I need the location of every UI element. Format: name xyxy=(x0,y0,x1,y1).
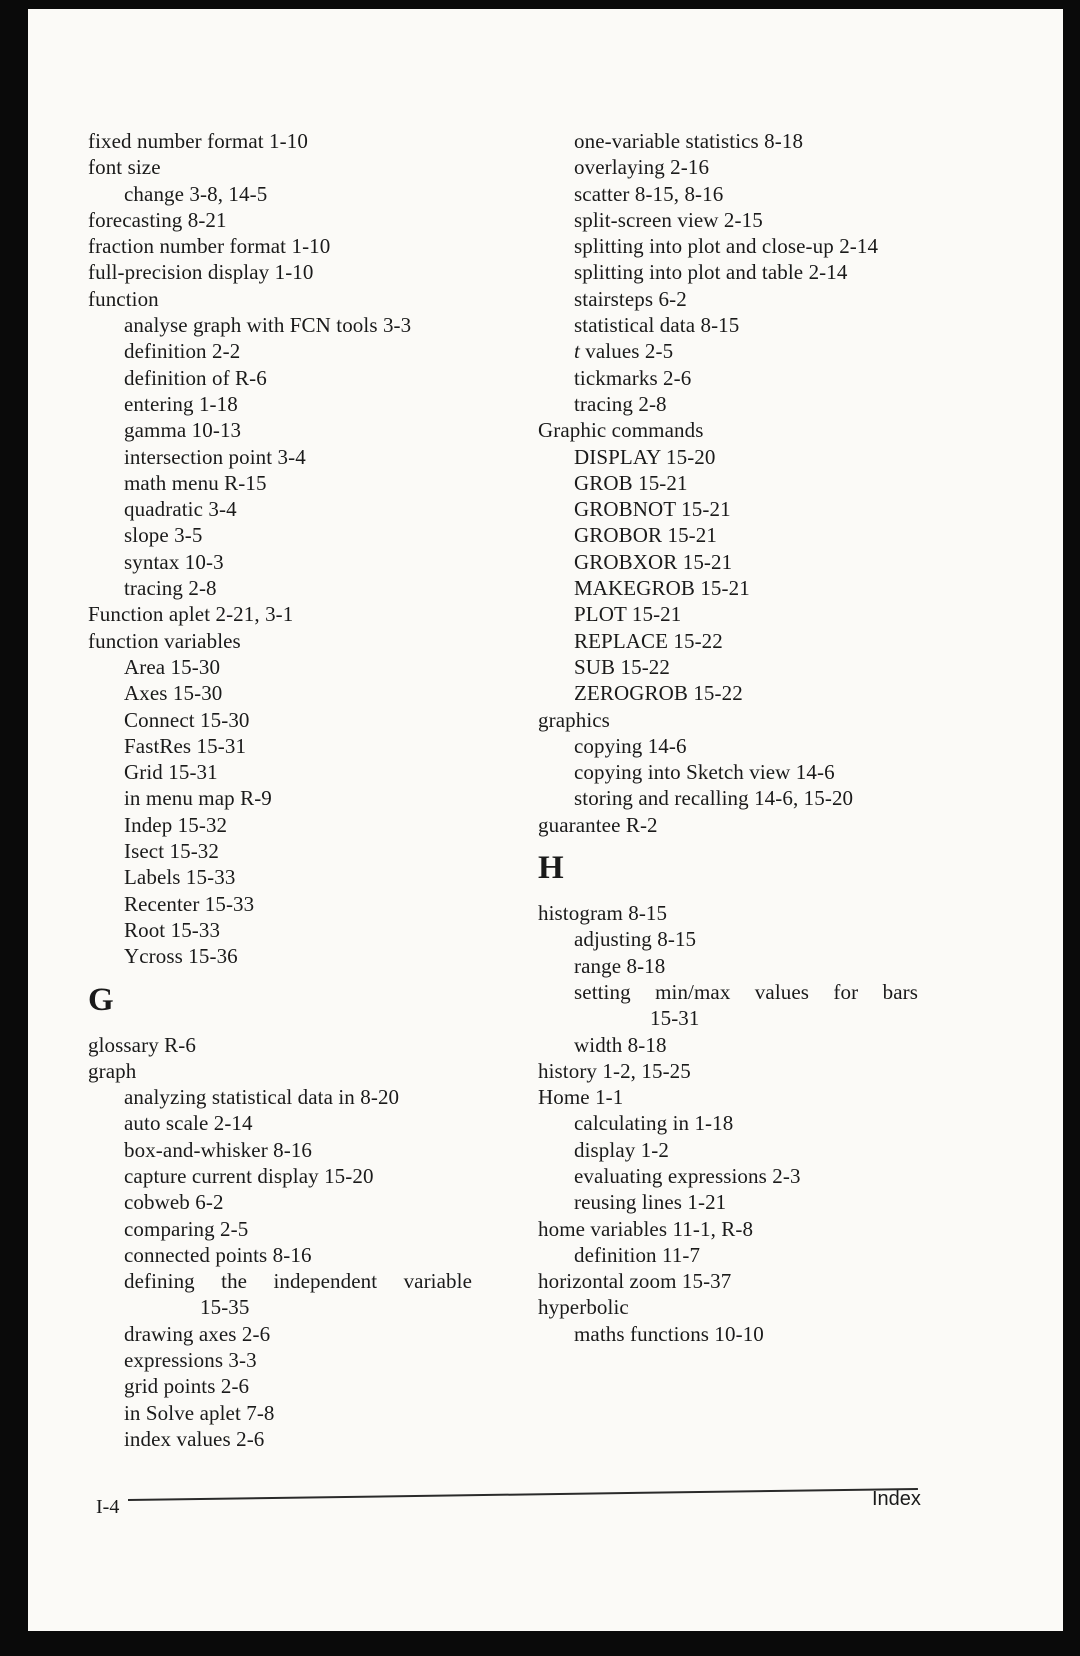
index-entry: definition of R-6 xyxy=(124,365,267,390)
index-entry: home variables 11-1, R-8 xyxy=(538,1216,754,1241)
index-entry: width 8-18 xyxy=(574,1032,667,1057)
footer-page-number: I-4 xyxy=(96,1496,120,1518)
index-entry: Grid 15-31 xyxy=(124,760,218,785)
index-entry: forecasting 8-21 xyxy=(88,207,227,232)
index-entry: capture current display 15-20 xyxy=(124,1163,374,1188)
index-entry: tracing 2-8 xyxy=(124,576,217,601)
index-entry: calculating in 1-18 xyxy=(574,1111,734,1136)
index-entry: graphics xyxy=(538,707,610,732)
index-entry: auto scale 2-14 xyxy=(124,1111,253,1136)
index-entry: history 1-2, 15-25 xyxy=(538,1058,691,1083)
index-entry: split-screen view 2-15 xyxy=(574,207,763,232)
index-entry: histogram 8-15 xyxy=(538,901,668,926)
index-entry: connected points 8-16 xyxy=(124,1242,312,1267)
italic-term: t xyxy=(574,339,580,364)
index-entry: Isect 15-32 xyxy=(124,839,219,864)
index-entry: index values 2-6 xyxy=(124,1426,265,1451)
index-entry: grid points 2-6 xyxy=(124,1374,250,1399)
index-entry: Connect 15-30 xyxy=(124,707,250,732)
index-entry: Graphic commands xyxy=(538,418,704,443)
index-entry: gamma 10-13 xyxy=(124,418,242,443)
index-entry: splitting into plot and close-up 2-14 xyxy=(574,234,879,259)
index-entry: comparing 2-5 xyxy=(124,1216,249,1241)
index-entry: analyzing statistical data in 8-20 xyxy=(124,1085,400,1110)
index-entry: GROBNOT 15-21 xyxy=(574,497,731,522)
index-entry: splitting into plot and table 2-14 xyxy=(574,260,848,285)
scan-border-left xyxy=(0,0,28,1656)
index-entry: adjusting 8-15 xyxy=(574,927,697,952)
index-entry: GROB 15-21 xyxy=(574,470,688,495)
index-entry: cobweb 6-2 xyxy=(124,1190,224,1215)
index-entry: overlaying 2-16 xyxy=(574,155,710,180)
index-entry: GROBOR 15-21 xyxy=(574,523,717,548)
index-entry: graph xyxy=(88,1058,137,1083)
footer-rule xyxy=(128,1488,918,1501)
index-entry: in menu map R-9 xyxy=(124,786,272,811)
index-entry: defining the independent variable xyxy=(124,1269,472,1294)
index-entry: glossary R-6 xyxy=(88,1032,196,1057)
index-entry: Function aplet 2-21, 3-1 xyxy=(88,602,294,627)
index-entry: 15-31 xyxy=(650,1006,700,1031)
index-entry: MAKEGROB 15-21 xyxy=(574,576,750,601)
index-entry: box-and-whisker 8-16 xyxy=(124,1137,313,1162)
index-entry: drawing axes 2-6 xyxy=(124,1321,271,1346)
index-entry: PLOT 15-21 xyxy=(574,602,682,627)
index-entry: Labels 15-33 xyxy=(124,865,236,890)
index-entry: scatter 8-15, 8-16 xyxy=(574,181,724,206)
index-entry: definition 11-7 xyxy=(574,1242,701,1267)
index-entry: Indep 15-32 xyxy=(124,812,228,837)
index-entry: setting min/max values for bars xyxy=(574,979,918,1004)
index-entry: function xyxy=(88,286,159,311)
index-entry: fraction number format 1-10 xyxy=(88,234,331,259)
index-entry: GROBXOR 15-21 xyxy=(574,549,733,574)
index-entry: entering 1-18 xyxy=(124,391,238,416)
section-heading: H xyxy=(538,850,564,887)
index-entry: guarantee R-2 xyxy=(538,812,658,837)
index-entry: copying into Sketch view 14-6 xyxy=(574,760,835,785)
index-entry: ZEROGROB 15-22 xyxy=(574,681,743,706)
index-column-right xyxy=(538,128,918,1347)
index-entry: reusing lines 1-21 xyxy=(574,1190,727,1215)
index-entry: range 8-18 xyxy=(574,953,666,978)
index-entry: DISPLAY 15-20 xyxy=(574,444,716,469)
index-entry: FastRes 15-31 xyxy=(124,733,247,758)
index-entry: full-precision display 1-10 xyxy=(88,260,314,285)
index-entry: horizontal zoom 15-37 xyxy=(538,1269,732,1294)
index-entry: expressions 3-3 xyxy=(124,1348,257,1373)
index-entry: t values 2-5 xyxy=(574,339,674,364)
index-entry: Area 15-30 xyxy=(124,654,221,679)
index-entry: Recenter 15-33 xyxy=(124,891,255,916)
index-entry: change 3-8, 14-5 xyxy=(124,181,268,206)
index-entry: maths functions 10-10 xyxy=(574,1321,764,1346)
index-entry: SUB 15-22 xyxy=(574,654,670,679)
index-entry: copying 14-6 xyxy=(574,733,687,758)
index-entry: 15-35 xyxy=(200,1295,250,1320)
index-entry: hyperbolic xyxy=(538,1295,629,1320)
index-entry: in Solve aplet 7-8 xyxy=(124,1400,275,1425)
footer-section-label: Index xyxy=(872,1488,921,1510)
index-entry: definition 2-2 xyxy=(124,339,241,364)
index-entry: statistical data 8-15 xyxy=(574,313,740,338)
index-column-left xyxy=(88,128,472,1452)
index-entry: function variables xyxy=(88,628,241,653)
scan-border-top xyxy=(0,0,1080,9)
index-entry: math menu R-15 xyxy=(124,470,267,495)
index-entry: storing and recalling 14-6, 15-20 xyxy=(574,786,854,811)
index-entry: font size xyxy=(88,155,161,180)
index-entry: REPLACE 15-22 xyxy=(574,628,723,653)
index-entry: display 1-2 xyxy=(574,1137,670,1162)
index-entry: evaluating expressions 2-3 xyxy=(574,1163,801,1188)
index-entry: Axes 15-30 xyxy=(124,681,223,706)
index-entry: fixed number format 1-10 xyxy=(88,129,308,153)
index-entry: one-variable statistics 8-18 xyxy=(574,129,804,153)
index-entry: syntax 10-3 xyxy=(124,549,224,574)
index-entry: analyse graph with FCN tools 3-3 xyxy=(124,313,412,338)
index-entry: Root 15-33 xyxy=(124,917,221,942)
index-entry: Home 1-1 xyxy=(538,1085,624,1110)
index-entry: quadratic 3-4 xyxy=(124,497,237,522)
scan-border-right xyxy=(1063,0,1080,1656)
index-entry: Ycross 15-36 xyxy=(124,944,238,969)
index-entry: intersection point 3-4 xyxy=(124,444,306,469)
index-entry: tracing 2-8 xyxy=(574,391,667,416)
scan-border-bottom xyxy=(0,1631,1080,1656)
index-entry: stairsteps 6-2 xyxy=(574,286,687,311)
index-entry: tickmarks 2-6 xyxy=(574,365,692,390)
index-entry: slope 3-5 xyxy=(124,523,203,548)
section-heading: G xyxy=(88,981,114,1018)
